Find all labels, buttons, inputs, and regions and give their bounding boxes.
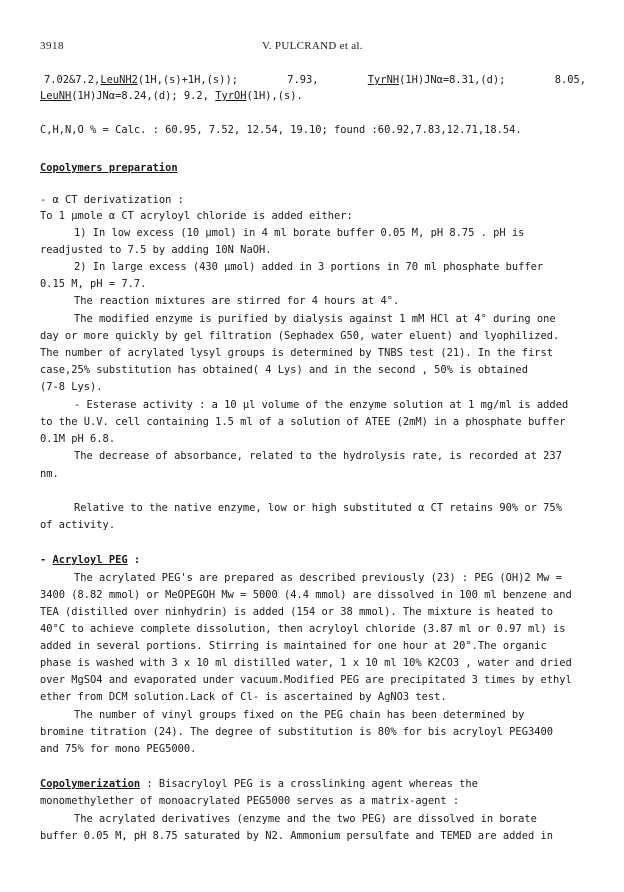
paragraph-line: monomethylether of monoacrylated PEG5000 serves as a matrix-agent : (40, 795, 460, 807)
tyr-nh-label: TyrNH (367, 74, 400, 86)
elemental-analysis: C,H,N,O % = Calc. : 60.95, 7.52, 12.54, 19.10; found :60.92,7.83,12.71,18.54. (40, 124, 522, 136)
nmr-line-1 (44, 72, 586, 88)
paragraph-line: 0.15 M, pH = 7.7. (40, 278, 147, 290)
paragraph-line: and 75% for mono PEG5000. (40, 743, 197, 755)
paragraph-line: buffer 0.05 M, pH 8.75 saturated by N2. Ammonium persulfate and TEMED are added in (40, 830, 553, 842)
tyr-oh-label: TyrOH (215, 90, 247, 102)
paragraph-line: to the U.V. cell containing 1.5 ml of a solution of ATEE (2mM) in a phosphate buffer (40, 416, 566, 428)
copolymerization-text: : Bisacryloyl PEG is a crosslinking agent whereas the (140, 778, 478, 790)
nmr-shift-text: (1H),(s). (246, 90, 303, 102)
leu-nh-label: LeuNH (40, 90, 72, 102)
nmr-shift-text: (1H)JNα=8.31,(d); (399, 74, 506, 86)
paragraph-line: phase is washed with 3 x 10 ml distilled water, 1 x 10 ml 10% K2CO3 , water and dried (40, 657, 572, 669)
paragraph-line: - Esterase activity : a 10 μl volume of the enzyme solution at 1 mg/ml is added (74, 399, 569, 411)
paragraph-line: bromine titration (24). The degree of substitution is 80% for bis acryloyl PEG3400 (40, 726, 553, 738)
paragraph-line: 40°C to achieve complete dissolution, then acryloyl chloride (3.87 ml or 0.97 ml) is (40, 623, 566, 635)
running-title: V. PULCRAND et al. (262, 40, 363, 52)
nmr-shift-text: 7.02&7.2, (44, 74, 101, 86)
paragraph-line: To 1 μmole α CT acryloyl chloride is added either: (40, 210, 353, 222)
paragraph-line: The reaction mixtures are stirred for 4 hours at 4°. (74, 295, 400, 307)
paragraph-line: of activity. (40, 519, 116, 531)
section-heading-copolymers: Copolymers preparation (40, 162, 178, 174)
paragraph-line: The acrylated PEG's are prepared as described previously (23) : PEG (OH)2 Mw = (74, 572, 562, 584)
heading-title: Acryloyl PEG (52, 554, 128, 566)
heading-prefix: - (40, 554, 53, 566)
nmr-line-2 (40, 88, 588, 104)
copolymerization-heading: Copolymerization (40, 778, 141, 790)
paragraph-line: nm. (40, 468, 59, 480)
paragraph-line: 0.1M pH 6.8. (40, 433, 116, 445)
paragraph-line: The number of acrylated lysyl groups is determined by TNBS test (21). In the first (40, 347, 553, 359)
copolymerization-line (40, 776, 588, 792)
paragraph-line: Relative to the native enzyme, low or high substituted α CT retains 90% or 75% (74, 502, 562, 514)
paragraph-line: over MgSO4 and evaporated under vacuum.Modified PEG are precipitated 3 times by ethyl (40, 674, 572, 686)
nmr-shift-text: (1H,(s)+1H,(s)); (137, 74, 238, 86)
paragraph-line: ether from DCM solution.Lack of Cl- is ascertained by AgNO3 test. (40, 691, 447, 703)
paragraph-line: The decrease of absorbance, related to the hydrolysis rate, is recorded at 237 (74, 450, 562, 462)
paragraph-line: 3400 (8.82 mmol) or MeOPEGOH Mw = 5000 (4.4 mmol) are dissolved in 100 ml benzene and (40, 589, 572, 601)
paragraph-line: day or more quickly by gel filtration (Sephadex G50, water eluent) and lyophilized. (40, 330, 560, 342)
paragraph-line: added in several portions. Stirring is maintained for one hour at 20°.The organic (40, 640, 547, 652)
paragraph-line: The modified enzyme is purified by dialysis against 1 mM HCl at 4° during one (74, 313, 556, 325)
nmr-shift-text: (1H)JNα=8.24,(d); 9.2, (71, 90, 209, 102)
act-derivatization-title: - α CT derivatization : (40, 194, 184, 206)
paragraph-line: (7-8 Lys). (40, 381, 103, 393)
paragraph-line: readjusted to 7.5 by adding 10N NaOH. (40, 244, 272, 256)
page-number: 3918 (40, 40, 64, 52)
nmr-shift-text: 7.93, (287, 74, 319, 86)
nmr-shift-text: 8.05, (554, 74, 586, 86)
paragraph-line: TEA (distilled over ninhydrin) is added (154 or 38 mmol). The mixture is heated to (40, 606, 553, 618)
acryloyl-peg-heading (40, 552, 588, 568)
paragraph-line: case,25% substitution has obtained( 4 Lys) and in the second , 50% is obtained (40, 364, 528, 376)
heading-suffix: : (127, 554, 141, 566)
paragraph-line: The number of vinyl groups fixed on the PEG chain has been determined by (74, 709, 525, 721)
paragraph-line: 1) In low excess (10 μmol) in 4 ml borate buffer 0.05 M, pH 8.75 . pH is (74, 227, 525, 239)
paragraph-line: The acrylated derivatives (enzyme and the two PEG) are dissolved in borate (74, 813, 537, 825)
leu-nh2-label: LeuNH2 (100, 74, 138, 86)
paragraph-line: 2) In large excess (430 μmol) added in 3 portions in 70 ml phosphate buffer (74, 261, 544, 273)
